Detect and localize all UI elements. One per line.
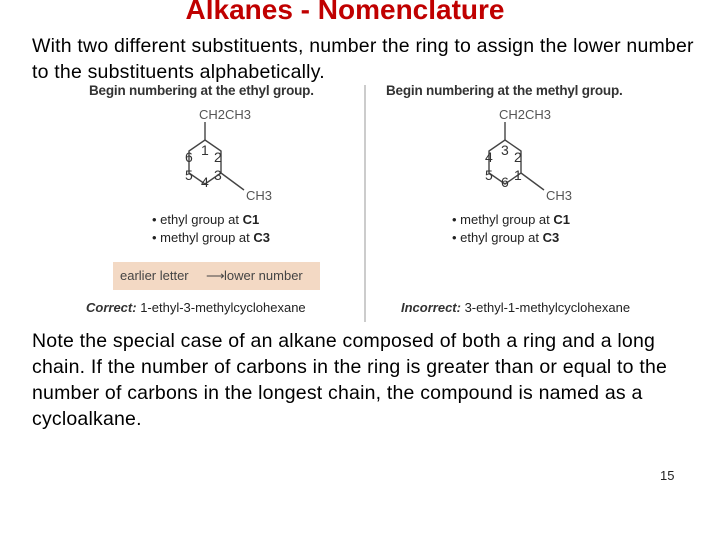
left-ring-number: 3 (214, 167, 222, 183)
left-methyl-label: CH3 (246, 188, 273, 203)
left-ring-number: 1 (201, 142, 209, 158)
numbering-figure (80, 80, 660, 325)
left-bullet-methyl: • methyl group at C3 (152, 230, 271, 245)
incorrect-name: Incorrect: 3-ethyl-1-methylcyclohexane (401, 300, 631, 315)
right-panel-heading: Begin numbering at the methyl group. (386, 83, 623, 98)
right-ring-number: 3 (501, 142, 509, 158)
arrow-icon: ⟶ (206, 268, 225, 283)
left-ring-number: 4 (201, 174, 209, 190)
rule-left-text: earlier letter (120, 268, 189, 283)
left-ring-number: 5 (185, 167, 193, 183)
left-bullet-ethyl: • ethyl group at C1 (152, 212, 260, 227)
right-ring-number: 2 (514, 149, 522, 165)
left-ring-number: 2 (214, 149, 222, 165)
rule-right-text: lower number (224, 268, 303, 283)
correct-name: Correct: 1-ethyl-3-methylcyclohexane (86, 300, 306, 315)
right-bullet-methyl: • methyl group at C1 (452, 212, 571, 227)
right-bullet-ethyl: • ethyl group at C3 (452, 230, 560, 245)
intro-text: With two different substituents, number the ring to assign the lower number to the substituents alphabetically. (32, 35, 694, 83)
right-ring-number: 6 (501, 174, 509, 190)
rule-box (113, 262, 320, 290)
right-methyl-label: CH3 (546, 188, 573, 203)
left-ethyl-label: CH2CH3 (199, 107, 252, 122)
left-panel-heading: Begin numbering at the ethyl group. (89, 83, 314, 98)
right-ethyl-label: CH2CH3 (499, 107, 552, 122)
right-ring-number: 1 (514, 167, 522, 183)
right-ring-number: 5 (485, 167, 493, 183)
right-ring-number: 4 (485, 149, 493, 165)
left-ring-number: 6 (185, 149, 193, 165)
note-text: Note the special case of an alkane composed of both a ring and a long chain. If the number of carbons in the ring is greater than or equal to the number of carbons in the longest chain, the compound is named as a cycloalkane. (32, 330, 668, 430)
page-number: 15 (660, 468, 675, 483)
slide-title: Alkanes - Nomenclature (185, 0, 505, 25)
